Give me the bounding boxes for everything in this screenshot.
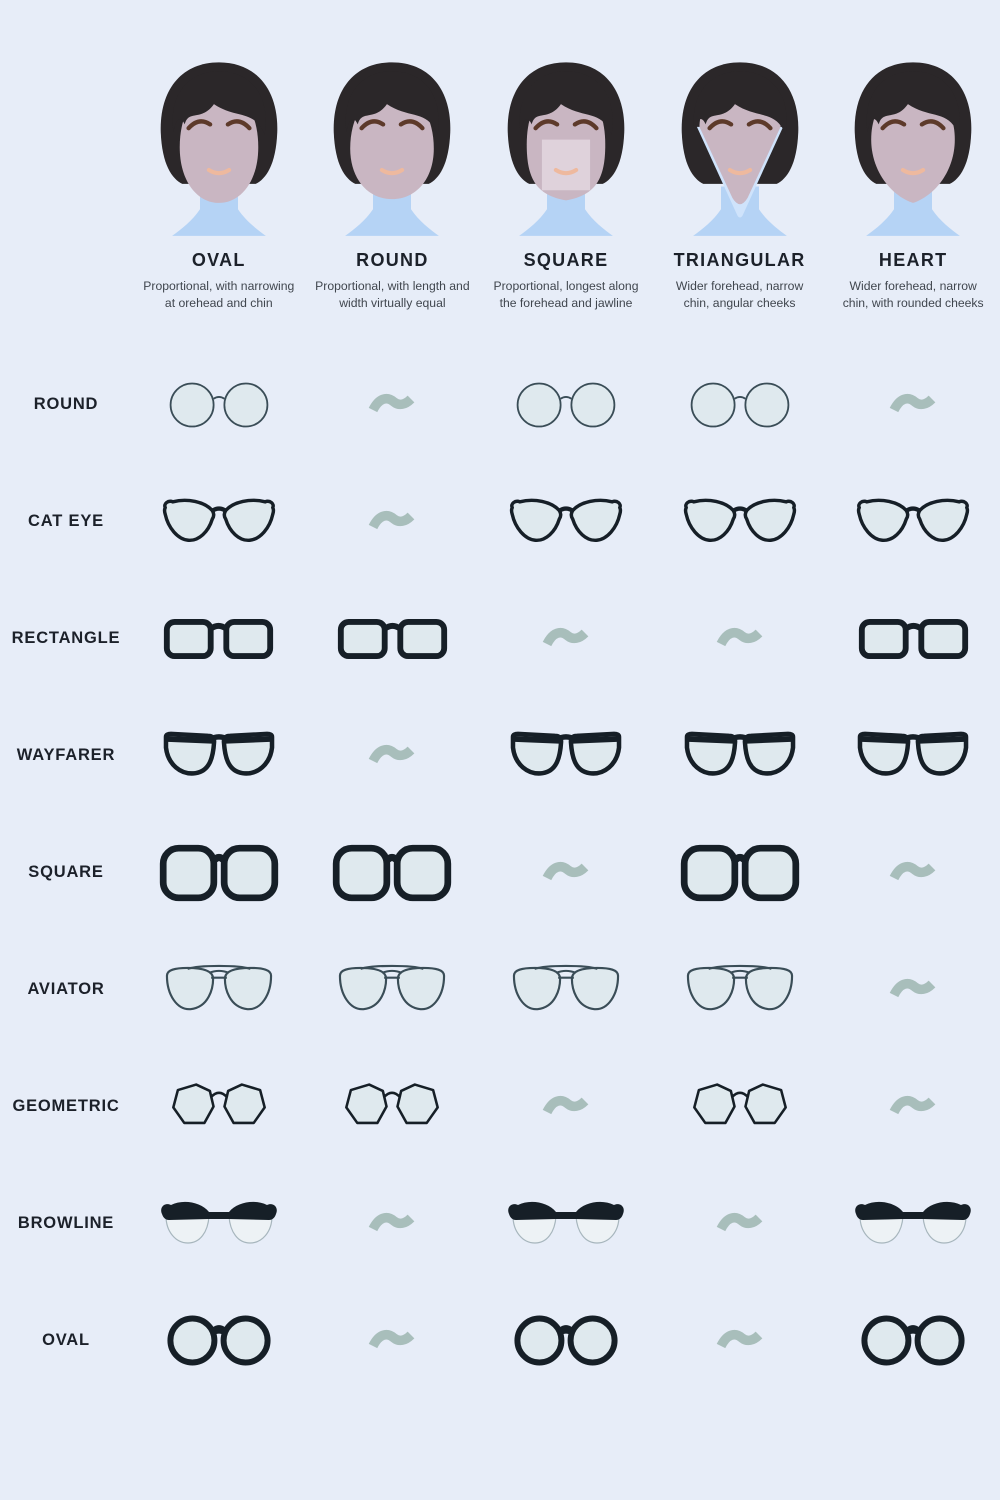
cell-cat-eye-square <box>479 463 653 580</box>
cat-eye-glasses-icon <box>855 498 971 546</box>
tilde-squiggle-icon <box>889 1091 937 1123</box>
glasses-row-label-rectangle: RECTANGLE <box>11 629 121 648</box>
tilde-squiggle-icon <box>716 1208 764 1240</box>
glasses-row-label-aviator: AVIATOR <box>27 980 105 999</box>
cell-aviator-square <box>479 931 653 1048</box>
cell-oval-heart <box>826 1282 1000 1399</box>
tilde-squiggle-icon <box>542 857 590 889</box>
wayfarer-glasses-icon <box>681 729 799 783</box>
geometric-glasses-icon <box>337 1080 447 1133</box>
cell-wayfarer-round <box>306 697 480 814</box>
cell-wayfarer-square <box>479 697 653 814</box>
oval-glasses-icon <box>164 1313 274 1368</box>
tilde-squiggle-icon <box>542 623 590 655</box>
cell-rectangle-oval <box>132 580 306 697</box>
rectangle-glasses-icon <box>855 612 972 666</box>
wayfarer-glasses-icon <box>507 729 625 783</box>
tilde-squiggle-icon <box>368 1325 416 1357</box>
cell-geometric-triangular <box>653 1048 827 1165</box>
cell-cat-eye-round <box>306 463 480 580</box>
aviator-glasses-icon <box>507 962 625 1017</box>
tilde-squiggle-icon <box>368 740 416 772</box>
cell-wayfarer-triangular <box>653 697 827 814</box>
cell-round-triangular <box>653 346 827 463</box>
cell-oval-oval <box>132 1282 306 1399</box>
face-shape-label: HEART <box>878 250 948 270</box>
cell-wayfarer-heart <box>826 697 1000 814</box>
square-glasses-icon <box>330 842 454 904</box>
rectangle-glasses-icon <box>334 612 451 666</box>
glasses-row-label-square: SQUARE <box>28 863 104 882</box>
round-glasses-icon <box>165 379 273 431</box>
cell-oval-triangular <box>653 1282 827 1399</box>
cell-geometric-oval <box>132 1048 306 1165</box>
cell-browline-heart <box>826 1165 1000 1282</box>
cell-square-heart <box>826 814 1000 931</box>
cell-round-round <box>306 346 480 463</box>
face-shape-label: ROUND <box>356 250 429 270</box>
square-glasses-icon <box>678 842 802 904</box>
cell-rectangle-round <box>306 580 480 697</box>
face-shape-label: OVAL <box>191 250 246 270</box>
round-glasses-icon <box>512 379 620 431</box>
glasses-row-label-round: ROUND <box>33 395 99 414</box>
browline-glasses-icon <box>159 1199 279 1249</box>
cell-rectangle-square <box>479 580 653 697</box>
tilde-squiggle-icon <box>889 389 937 421</box>
square-glasses-icon <box>157 842 281 904</box>
square-face-illustration <box>479 56 653 246</box>
grid-corner-spacer <box>0 56 132 346</box>
glasses-row-label-cat-eye: CAT EYE <box>28 512 104 531</box>
wayfarer-glasses-icon <box>854 729 972 783</box>
cell-browline-round <box>306 1165 480 1282</box>
cell-oval-square <box>479 1282 653 1399</box>
tilde-squiggle-icon <box>716 623 764 655</box>
face-shape-description: Proportional, with narrowing at orehead and chin <box>143 279 295 311</box>
cell-geometric-square <box>479 1048 653 1165</box>
face-shape-description: Wider forehead, narrow chin, with rounded cheeks <box>842 279 984 311</box>
cell-geometric-heart <box>826 1048 1000 1165</box>
cell-aviator-oval <box>132 931 306 1048</box>
face-column-heart <box>826 56 1000 346</box>
tilde-squiggle-icon <box>889 974 937 1006</box>
cell-round-square <box>479 346 653 463</box>
tilde-squiggle-icon <box>889 857 937 889</box>
browline-glasses-icon <box>853 1199 973 1249</box>
geometric-glasses-icon <box>685 1080 795 1133</box>
oval-glasses-icon <box>858 1313 968 1368</box>
cell-aviator-triangular <box>653 931 827 1048</box>
cat-eye-glasses-icon <box>508 498 624 546</box>
triangular-face-illustration <box>653 56 827 246</box>
face-column-oval <box>132 56 306 346</box>
browline-glasses-icon <box>506 1199 626 1249</box>
cell-square-square <box>479 814 653 931</box>
glasses-row-label-oval: OVAL <box>42 1331 90 1350</box>
face-shape-description: Wider forehead, narrow chin, angular cheeks <box>675 279 804 311</box>
cell-wayfarer-oval <box>132 697 306 814</box>
cell-square-round <box>306 814 480 931</box>
cell-aviator-round <box>306 931 480 1048</box>
oval-glasses-icon <box>511 1313 621 1368</box>
geometric-glasses-icon <box>164 1080 274 1133</box>
tilde-squiggle-icon <box>368 389 416 421</box>
aviator-glasses-icon <box>333 962 451 1017</box>
face-shape-label: SQUARE <box>523 250 609 270</box>
glasses-row-label-wayfarer: WAYFARER <box>16 746 116 765</box>
cell-browline-square <box>479 1165 653 1282</box>
round-face-illustration <box>306 56 480 246</box>
tilde-squiggle-icon <box>368 1208 416 1240</box>
cat-eye-glasses-icon <box>682 498 798 546</box>
face-shape-description: Proportional, with length and width virtually equal <box>315 279 470 311</box>
aviator-glasses-icon <box>160 962 278 1017</box>
glasses-row-label-geometric: GEOMETRIC <box>12 1097 120 1116</box>
aviator-glasses-icon <box>681 962 799 1017</box>
face-column-square <box>479 56 653 346</box>
cell-cat-eye-triangular <box>653 463 827 580</box>
face-shape-description: Proportional, longest along the forehead and jawline <box>493 279 639 311</box>
oval-face-illustration <box>132 56 306 246</box>
cell-round-heart <box>826 346 1000 463</box>
cell-rectangle-triangular <box>653 580 827 697</box>
rectangle-glasses-icon <box>160 612 277 666</box>
cell-browline-triangular <box>653 1165 827 1282</box>
cell-round-oval <box>132 346 306 463</box>
cat-eye-glasses-icon <box>161 498 277 546</box>
tilde-squiggle-icon <box>542 1091 590 1123</box>
cell-cat-eye-heart <box>826 463 1000 580</box>
face-column-round <box>306 56 480 346</box>
round-glasses-icon <box>686 379 794 431</box>
tilde-squiggle-icon <box>368 506 416 538</box>
cell-browline-oval <box>132 1165 306 1282</box>
tilde-squiggle-icon <box>716 1325 764 1357</box>
face-shape-label: TRIANGULAR <box>673 250 806 270</box>
cell-geometric-round <box>306 1048 480 1165</box>
cell-cat-eye-oval <box>132 463 306 580</box>
wayfarer-glasses-icon <box>160 729 278 783</box>
glasses-row-label-browline: BROWLINE <box>17 1214 115 1233</box>
cell-oval-round <box>306 1282 480 1399</box>
cell-square-triangular <box>653 814 827 931</box>
cell-square-oval <box>132 814 306 931</box>
cell-aviator-heart <box>826 931 1000 1048</box>
face-column-triangular <box>653 56 827 346</box>
cell-rectangle-heart <box>826 580 1000 697</box>
heart-face-illustration <box>826 56 1000 246</box>
